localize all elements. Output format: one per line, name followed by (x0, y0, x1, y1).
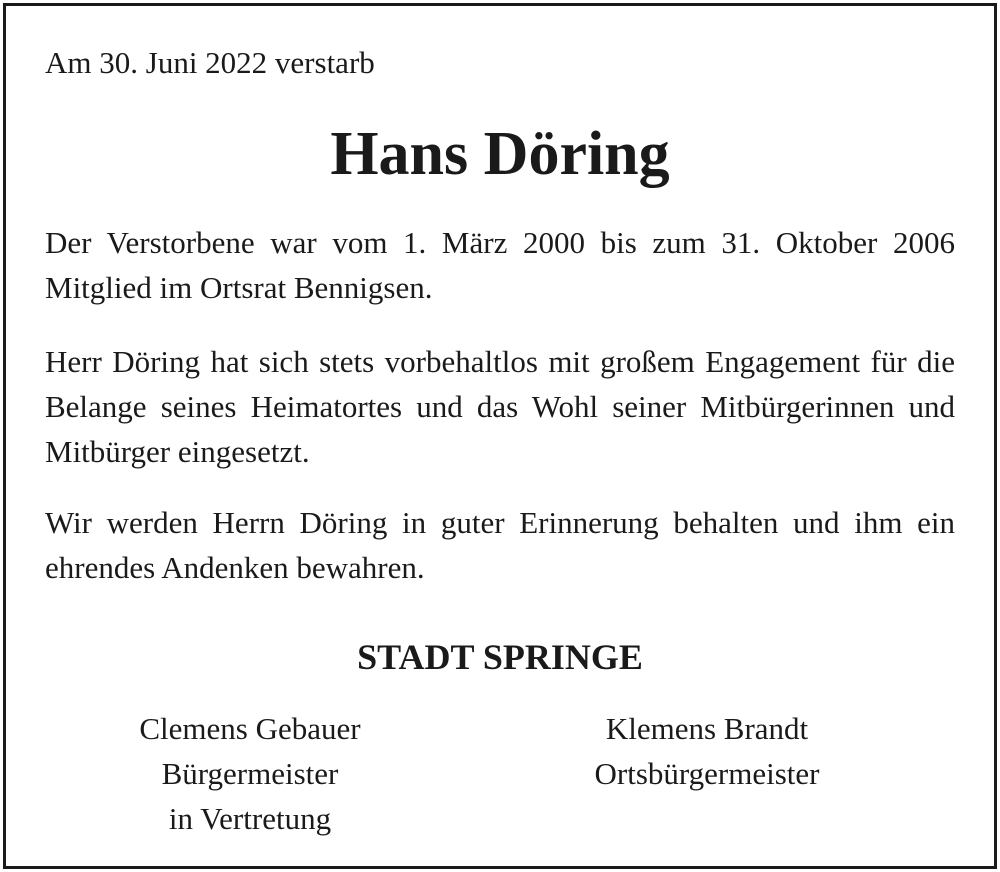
deceased-name: Hans Döring (330, 120, 670, 188)
signatory-mayor (70, 706, 430, 841)
obituary-notice (3, 3, 997, 869)
signatory-title: Bürgermeister (161, 756, 339, 791)
intro-line: Am 30. Juni 2022 verstarb (45, 45, 375, 80)
signatory-name: Klemens Brandt (605, 711, 809, 746)
paragraph-membership: Der Verstorbene war vom 1. März 2000 bis zum 31. Oktober 2006 Mitglied im Ortsrat Bennigsen. (45, 225, 955, 305)
organization-name: STADT SPRINGE (357, 637, 643, 677)
signatory-note: in Vertretung (168, 801, 332, 836)
signatory-name: Clemens Gebauer (139, 711, 361, 746)
signatory-local-mayor (527, 706, 887, 796)
paragraph-remembrance: Wir werden Herrn Döring in guter Erinnerung behalten und ihm ein ehrendes Andenken bewahren. (45, 505, 955, 585)
paragraph-engagement: Herr Döring hat sich stets vorbehaltlos mit großem Engagement für die Belange seines Heimatortes und das Wohl seiner Mitbürgerinnen und Mitbürger eingesetzt. (45, 344, 955, 469)
signatory-title: Ortsbürgermeister (594, 756, 820, 791)
